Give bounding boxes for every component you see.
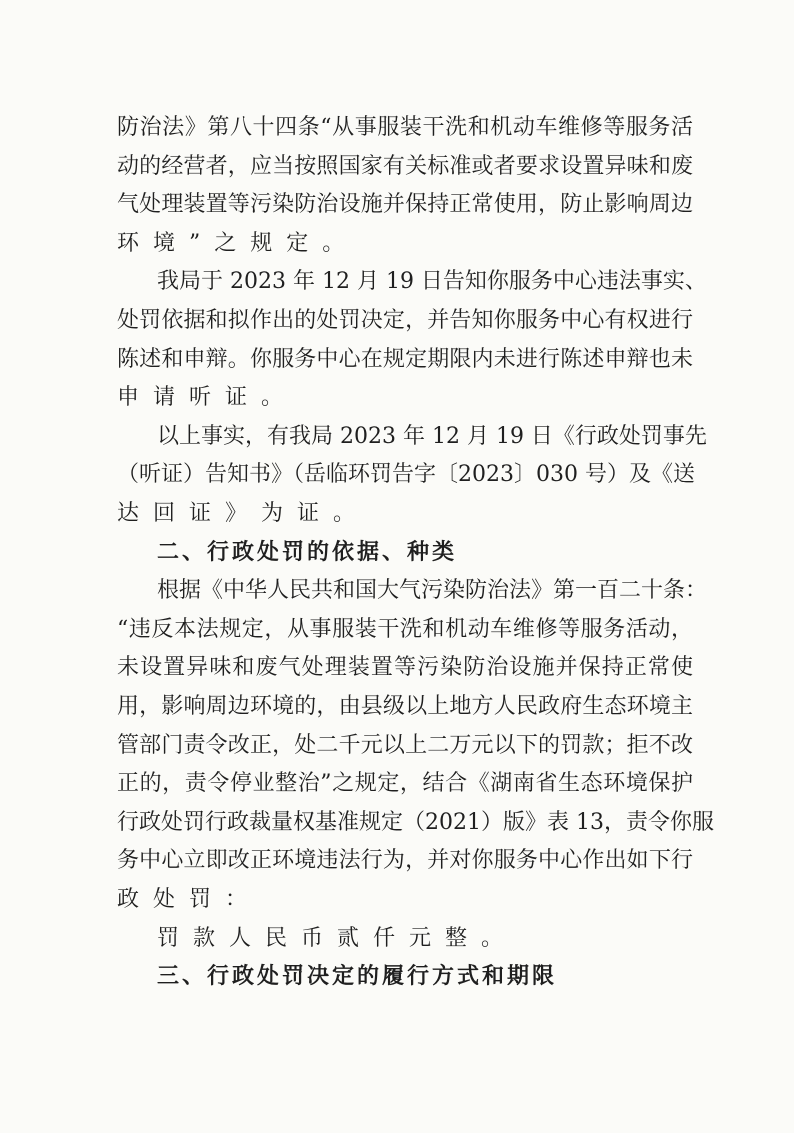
text-line: 防治法》第八十四条“从事服装干洗和机动车维修等服务活 bbox=[117, 115, 693, 140]
text-line: 我局于 2023 年 12 月 19 日告知你服务中心违法事实、 bbox=[157, 269, 707, 295]
text-line: 政处罚： bbox=[117, 887, 262, 912]
text-line: 气处理装置等污染防治设施并保持正常使用，防止影响周边 bbox=[117, 192, 693, 218]
text-line: 申请听证。 bbox=[117, 385, 298, 411]
text-line: 正的，责令停业整治”之规定，结合《湖南省生态环境保护 bbox=[117, 771, 693, 797]
text-line: “违反本法规定，从事服装干洗和机动车维修等服务活动， bbox=[117, 616, 693, 642]
text-line: 三、行政处罚决定的履行方式和期限 bbox=[157, 964, 558, 990]
text-line: 以上事实，有我局 2023 年 12 月 19 日《行政处罚事先 bbox=[157, 423, 707, 449]
text-line: 管部门责令改正，处二千元以上二万元以下的罚款；拒不改 bbox=[117, 732, 693, 758]
text-line: 环境”之规定。 bbox=[117, 230, 359, 256]
text-line: 达回证》为证。 bbox=[117, 501, 370, 526]
text-line: 罚款人民币贰仟元整。 bbox=[157, 925, 518, 951]
text-line: 二、行政处罚的依据、种类 bbox=[157, 539, 458, 565]
text-line: 用，影响周边环境的，由县级以上地方人民政府生态环境主 bbox=[117, 694, 693, 719]
text-line: （听证）告知书》（岳临环罚告字〔2023〕030 号）及《送 bbox=[117, 462, 695, 488]
text-line: 务中心立即改正环境违法行为，并对你服务中心作出如下行 bbox=[117, 848, 693, 874]
text-line: 未设置异味和废气处理装置等污染防治设施并保持正常使 bbox=[117, 655, 693, 681]
text-line: 陈述和申辩。你服务中心在规定期限内未进行陈述申辩也未 bbox=[117, 346, 693, 372]
text-line: 行政处罚行政裁量权基准规定（2021）版》表 13，责令你服 bbox=[117, 809, 714, 835]
text-line: 根据《中华人民共和国大气污染防治法》第一百二十条： bbox=[157, 578, 708, 604]
text-line: 动的经营者，应当按照国家有关标准或者要求设置异味和废 bbox=[117, 153, 693, 179]
text-line: 处罚依据和拟作出的处罚决定，并告知你服务中心有权进行 bbox=[117, 308, 693, 333]
